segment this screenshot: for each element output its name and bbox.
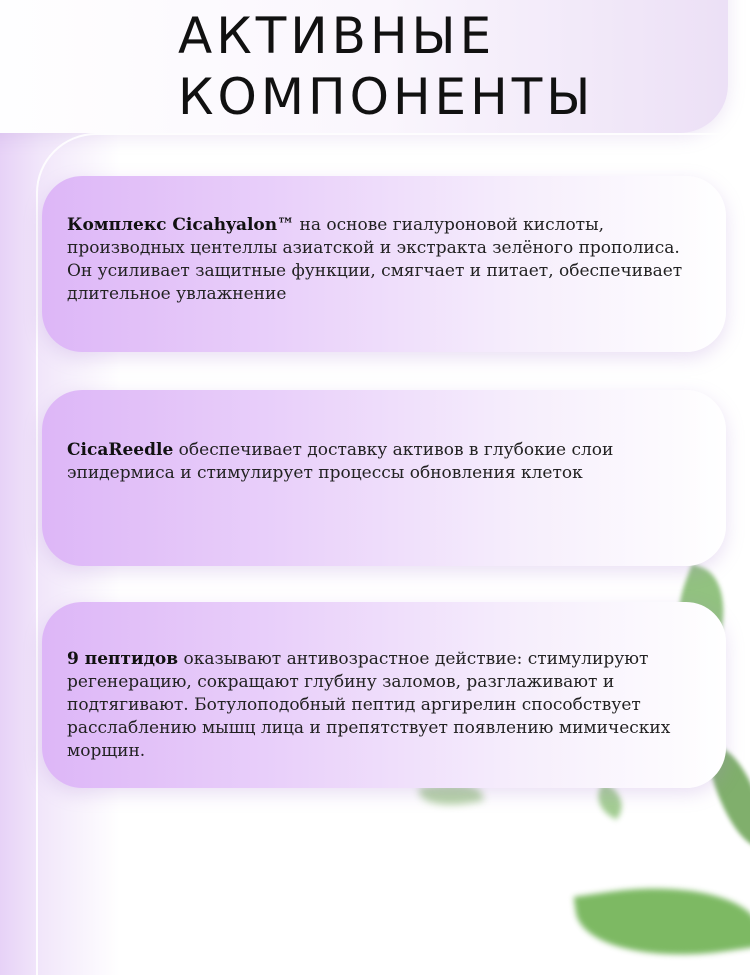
component-description [67, 439, 708, 485]
component-text: обеспечивает доставку активов в глубокие слои эпидермиса и стимулирует процессы обновления клеток [67, 440, 614, 483]
component-name: Комплекс Cicahyalon™ [67, 215, 295, 235]
component-name: 9 пептидов [67, 649, 179, 669]
component-description [67, 214, 708, 306]
component-card-cicareedle [42, 390, 726, 566]
component-text: оказывают антивозрастное действие: стимулируют регенерацию, сокращают глубину заломов, разглаживают и подтягивают. Ботулоподобный пептид аргирелин способствует расслаблению мышц лица и препятствует появлению мимических морщин. [67, 649, 671, 761]
page-title-line-1: АКТИВНЫЕ [178, 7, 496, 65]
component-text: на основе гиалуроновой кислоты, производных центеллы азиатской и экстракта зелёного прополиса. Он усиливает защитные функции, смягчает и питает, обеспечивает длительное увлажнение [67, 215, 683, 304]
page-title [178, 6, 594, 128]
component-card-cicahyalon [42, 176, 726, 352]
component-card-peptides [42, 602, 726, 788]
component-name: CicaReedle [67, 440, 174, 460]
page-title-line-2: КОМПОНЕНТЫ [178, 68, 595, 126]
component-description [67, 648, 708, 763]
